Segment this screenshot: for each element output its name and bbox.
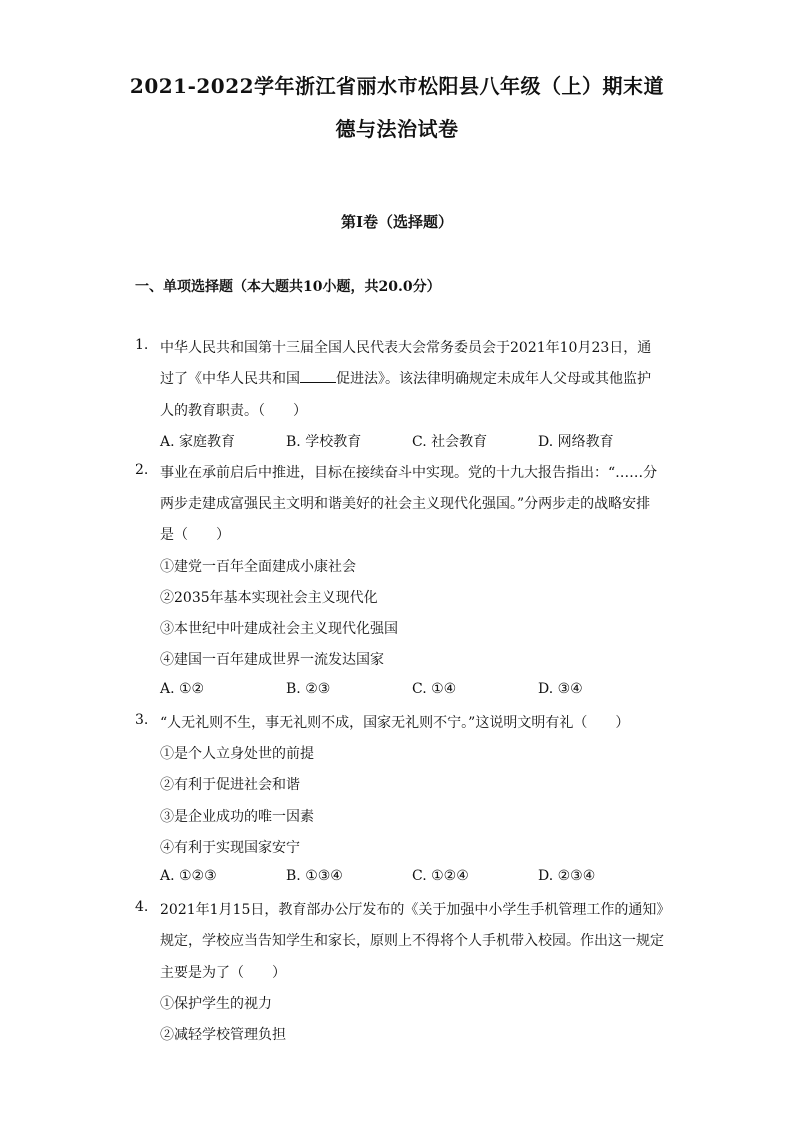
question-3-item-4: ④有利于实现国家安宁 [160,840,300,856]
question-4-item-2: ②减轻学校管理负担 [160,1027,286,1043]
question-4-number: 4. [135,899,149,915]
question-3-number: 3. [135,712,149,728]
question-4-line-2: 规定，学校应当告知学生和家长，原则上不得将个人手机带入校园。作出这一规定 [160,933,664,949]
question-2-item-4: ④建国一百年建成世界一流发达国家 [160,652,384,668]
question-1-line-3: 人的教育职责。（ ） [160,403,307,419]
question-3-option-c: C. ①②④ [412,868,469,884]
question-2-line-1: 事业在承前启后中推进，目标在接续奋斗中实现。党的十九大报告指出：“……分 [160,465,658,481]
question-2-option-d: D. ③④ [538,681,583,697]
question-4-line-3: 主要是为了（ ） [160,965,286,981]
question-2-number: 2. [135,462,149,478]
question-2-line-2: 两步走建成富强民主文明和谐美好的社会主义现代化强国。”分两步走的战略安排 [160,496,651,512]
section-title: 一、单项选择题（本大题共10小题，共20.0分） [135,279,441,295]
question-4-item-1: ①保护学生的视力 [160,996,272,1012]
question-2-item-1: ①建党一百年全面建成小康社会 [160,559,356,575]
question-2-item-3: ③本世纪中叶建成社会主义现代化强国 [160,621,398,637]
question-1-line-1: 中华人民共和国第十三届全国人民代表大会常务委员会于2021年10月23日，通 [160,340,652,356]
answer-blank [300,370,336,383]
question-1-number: 1. [135,337,149,353]
part-title: 第Ⅰ卷（选择题） [340,213,454,231]
question-3-item-1: ①是个人立身处世的前提 [160,746,314,762]
question-3-item-3: ③是企业成功的唯一因素 [160,809,314,825]
question-1-line-2 [160,368,651,388]
question-3-option-b: B. ①③④ [286,868,343,884]
question-2-line-3: 是（ ） [160,527,230,543]
question-2-option-a: A. ①② [160,681,205,697]
question-1-option-c: C. 社会教育 [412,434,488,450]
document-title-line-1: 2021-2022学年浙江省丽水市松阳县八年级（上）期末道 [129,74,665,98]
question-2-option-c: C. ①④ [412,681,457,697]
question-1-option-b: B. 学校教育 [286,434,362,450]
question-4-line-1: 2021年1月15日，教育部办公厅发布的《关于加强中小学生手机管理工作的通知》 [160,902,671,918]
question-1-option-d: D. 网络教育 [538,434,614,450]
question-3-option-d: D. ②③④ [538,868,596,884]
question-2-item-2: ②2035年基本实现社会主义现代化 [160,590,378,606]
question-2-option-b: B. ②③ [286,681,331,697]
question-1-line-2-start: 过了《中华人民共和国 [160,371,300,387]
question-3-item-2: ②有利于促进社会和谐 [160,777,300,793]
question-3-line-1: “人无礼则不生，事无礼则不成，国家无礼则不宁。”这说明文明有礼（ ） [160,715,630,731]
question-3-option-a: A. ①②③ [160,868,217,884]
document-title-line-2: 德与法治试卷 [335,117,459,141]
question-1-line-2-end: 促进法》。该法律明确规定未成年人父母或其他监护 [336,371,651,387]
question-1-option-a: A. 家庭教育 [160,434,236,450]
